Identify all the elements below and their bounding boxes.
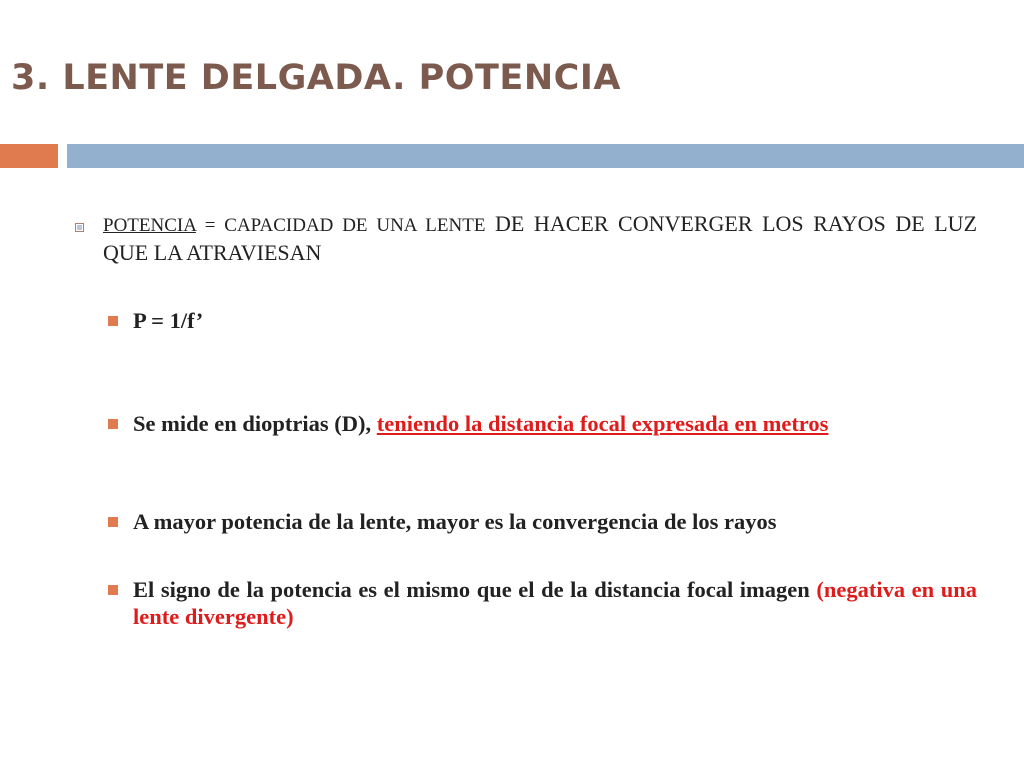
bullet-formula xyxy=(133,307,977,334)
dioptrias-red-text: teniendo la distancia focal expresada en metros xyxy=(376,411,829,436)
slide-title: 3. LENTE DELGADA. POTENCIA xyxy=(11,58,621,98)
bullet-signo xyxy=(133,576,977,630)
formula-text: P = 1/f’ xyxy=(133,308,204,333)
square-bullet-icon xyxy=(108,517,118,527)
definition-small-text: CAPACIDAD DE UNA LENTE xyxy=(224,215,486,236)
square-bullet-icon xyxy=(75,223,84,232)
potencia-term: POTENCIA xyxy=(103,215,196,236)
square-bullet-icon xyxy=(108,316,118,326)
mayor-potencia-text: A mayor potencia de la lente, mayor es la convergencia de los rayos xyxy=(133,509,777,534)
definition-rest-text: DE HACER CONVERGER LOS RAYOS DE LUZ QUE LA ATRAVIESAN xyxy=(103,211,978,265)
bullet-dioptrias xyxy=(133,410,977,437)
square-bullet-icon xyxy=(108,585,118,595)
bullet-mayor-potencia xyxy=(133,508,977,535)
bullet-level1-potencia xyxy=(103,210,977,266)
signo-red-text: (negativa en una lente divergente) xyxy=(133,577,977,629)
signo-text: El signo de la potencia es el mismo que el de la distancia focal imagen xyxy=(133,577,817,602)
dioptrias-text: Se mide en dioptrias (D), xyxy=(133,411,377,436)
equals-sign: = xyxy=(195,215,225,236)
square-bullet-icon xyxy=(108,419,118,429)
